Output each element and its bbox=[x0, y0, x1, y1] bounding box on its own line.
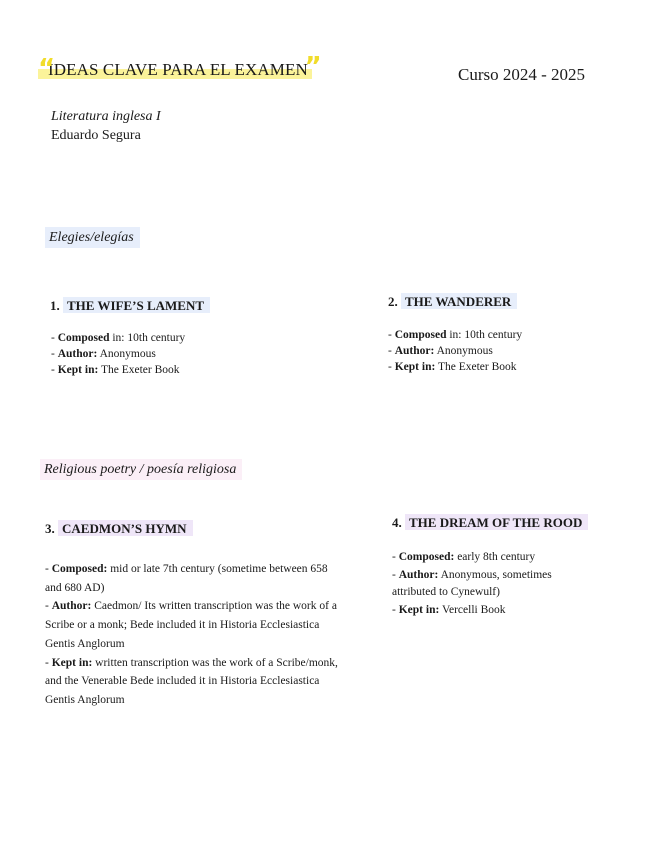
poem-title: THE WIFE’S LAMENT bbox=[63, 297, 210, 313]
subject-name: Literatura inglesa I bbox=[51, 109, 161, 124]
poem-number: 1. bbox=[50, 298, 60, 313]
detail-kept-in: - Kept in: written transcription was the work of a Scribe/monk, and the Venerable Bede included it in Historia Ecclesiastica Gentis Anglorum bbox=[45, 656, 338, 706]
detail-composed: - Composed in: 10th century bbox=[388, 329, 523, 341]
document-title bbox=[38, 52, 322, 84]
poem-details-caedmons-hymn bbox=[45, 560, 345, 710]
poem-number: 4. bbox=[392, 515, 402, 530]
close-quote-mark: ” bbox=[304, 52, 322, 82]
poem-title: CAEDMON’S HYMN bbox=[58, 520, 193, 536]
detail-composed: - Composed: early 8th century bbox=[392, 551, 536, 563]
author-name: Eduardo Segura bbox=[51, 128, 141, 143]
poem-details-wanderer bbox=[388, 327, 522, 375]
course-year: Curso 2024 - 2025 bbox=[458, 65, 586, 84]
poem-heading-dream-of-the-rood bbox=[392, 515, 588, 531]
detail-author: - Author: Anonymous, sometimes attributed to Cynewulf) bbox=[392, 568, 552, 598]
poem-number: 3. bbox=[45, 521, 55, 536]
section-heading-elegies: Elegies/elegías bbox=[45, 227, 140, 248]
poem-heading-wifes-lament bbox=[50, 298, 210, 314]
poem-heading-caedmons-hymn bbox=[45, 521, 193, 537]
document-title-block bbox=[38, 52, 322, 84]
poem-details-dream-of-the-rood bbox=[392, 549, 592, 619]
detail-author: - Author: Caedmon/ Its written transcription was the work of a Scribe or a monk; Bede included it in Historia Ecclesiastica Gentis Anglorum bbox=[45, 600, 337, 650]
poem-number: 2. bbox=[388, 294, 398, 309]
section-heading-religious-poetry: Religious poetry / poesía religiosa bbox=[40, 459, 242, 480]
poem-title: THE DREAM OF THE ROOD bbox=[405, 514, 588, 530]
detail-composed: - Composed in: 10th century bbox=[51, 332, 186, 344]
detail-composed: - Composed: mid or late 7th century (sometime between 658 and 680 AD) bbox=[45, 563, 328, 594]
detail-kept-in: - Kept in: The Exeter Book bbox=[388, 361, 517, 373]
poem-heading-wanderer bbox=[388, 294, 517, 310]
open-quote-mark: “ bbox=[38, 54, 56, 84]
detail-kept-in: - Kept in: The Exeter Book bbox=[51, 364, 180, 376]
document-title-text: IDEAS CLAVE PARA EL EXAMEN bbox=[48, 60, 308, 79]
detail-kept-in: - Kept in: Vercelli Book bbox=[392, 603, 506, 616]
poem-details-wifes-lament bbox=[51, 330, 185, 378]
detail-author: - Author: Anonymous bbox=[388, 345, 493, 357]
poem-title: THE WANDERER bbox=[401, 293, 517, 309]
detail-author: - Author: Anonymous bbox=[51, 348, 156, 360]
